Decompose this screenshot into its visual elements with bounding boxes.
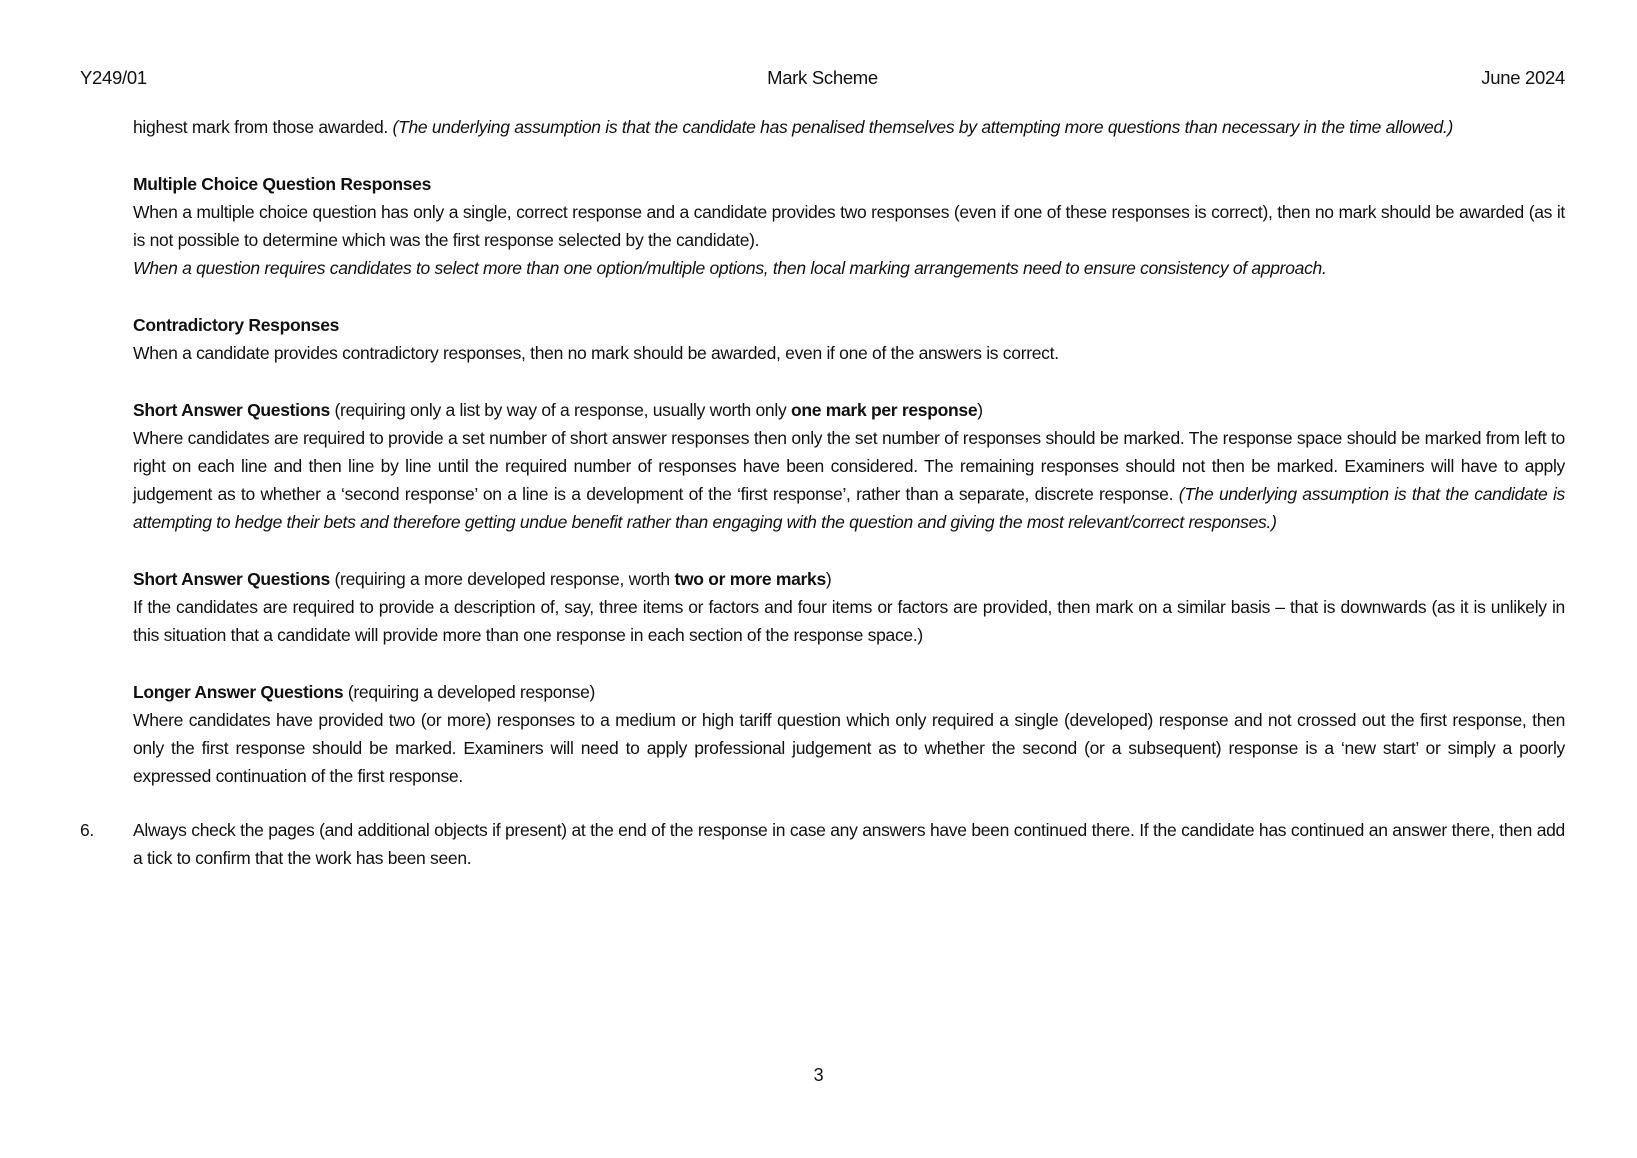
section-heading — [133, 170, 1565, 198]
text-run: Longer Answer Questions — [133, 682, 344, 702]
section-paragraphs — [133, 706, 1565, 790]
section-longer-answer — [133, 678, 1565, 790]
item-paragraph — [133, 816, 1565, 872]
section-paragraphs — [133, 339, 1565, 367]
text-run: Always check the pages (and additional objects if present) at the end of the response in case any answers have been continued there. If the candidate has continued an answer there, then add a tick to confirm that the work has been seen. — [133, 820, 1565, 868]
paragraph — [133, 706, 1565, 790]
text-run: Short Answer Questions — [133, 569, 330, 589]
text-run: one mark per response — [790, 400, 978, 420]
text-run: When a question requires candidates to select more than one option/multiple options, then local marking arrangements need to ensure consistency of approach. — [133, 258, 1327, 278]
paragraph — [133, 254, 1565, 282]
doc-date: June 2024 — [1481, 67, 1565, 88]
section-short-answer-list — [133, 396, 1565, 536]
text-run: Contradictory Responses — [133, 315, 340, 335]
paragraph — [133, 593, 1565, 649]
text-run: ) — [977, 400, 983, 420]
intro-paragraph — [133, 113, 1565, 141]
section-heading — [133, 311, 1565, 339]
paragraph — [133, 424, 1565, 536]
text-run: (requiring a more developed response, worth — [329, 569, 675, 589]
page-header — [80, 64, 1565, 92]
text-run: When a candidate provides contradictory responses, then no mark should be awarded, even if one of the answers is correct. — [133, 343, 1059, 363]
text-run: two or more marks — [674, 569, 826, 589]
section-short-answer-developed — [133, 565, 1565, 649]
section-paragraphs — [133, 424, 1565, 536]
text-run: When a multiple choice question has only a single, correct response and a candidate provides two responses (even if one of these responses is correct), then no mark should be awarded (as it is not possible to determine which was the first response selected by the candidate). — [133, 202, 1565, 250]
section-heading — [133, 565, 1565, 593]
doc-title: Mark Scheme — [767, 67, 878, 88]
text-run: highest mark from those awarded. — [133, 117, 393, 137]
section-multiple-choice-responses — [133, 170, 1565, 282]
paragraph — [133, 339, 1565, 367]
text-run: Short Answer Questions — [133, 400, 330, 420]
section-contradictory-responses — [133, 311, 1565, 367]
numbered-item-6 — [80, 816, 1565, 872]
page-number: 3 — [813, 1065, 824, 1085]
text-run: Where candidates have provided two (or more) responses to a medium or high tariff question which only required a single (developed) response and not crossed out the first response, then only the first response should be marked. Examiners will need to apply professional judgement as to whether the second (or a subsequent) response is a ‘new start’ or simply a poorly expressed continuation of the first response. — [133, 710, 1565, 786]
text-run: (The underlying assumption is that the candidate has penalised themselves by attempting more questions than necessary in the time allowed.) — [392, 117, 1453, 137]
text-run: ) — [825, 569, 832, 589]
section-paragraphs — [133, 198, 1565, 282]
text-run: If the candidates are required to provide a description of, say, three items or factors and four items or factors are provided, then mark on a similar basis – that is downwards (as it is unlikely in this situation that a candidate will provide more than one response in each section of the response space.) — [133, 597, 1565, 645]
text-run: (requiring only a list by way of a response, usually worth only — [329, 400, 791, 420]
paragraph — [133, 198, 1565, 254]
section-heading — [133, 396, 1565, 424]
doc-code: Y249/01 — [80, 67, 147, 88]
section-heading — [133, 678, 1565, 706]
text-run: Where candidates are required to provide a set number of short answer responses then only the set number of responses should be marked. The response space should be marked from left to right on each line and then line by line until the required number of responses have been considered. The remaining responses should not then be marked. Examiners will have to apply judgement as to whether a ‘second response’ on a line is a development of the ‘first response’, rather than a separate, discrete response. — [133, 428, 1565, 504]
item-number: 6. — [80, 820, 94, 840]
document-body — [80, 113, 1566, 872]
page-footer — [0, 1061, 1637, 1089]
section-paragraphs — [133, 593, 1565, 649]
text-run: Multiple Choice Question Responses — [133, 174, 432, 194]
text-run: (requiring a developed response) — [343, 682, 596, 702]
text-run: (The underlying assumption is that the candidate is attempting to hedge their bets and therefore getting undue benefit rather than engaging with the question and giving the most relevant/correct responses.) — [133, 484, 1566, 532]
